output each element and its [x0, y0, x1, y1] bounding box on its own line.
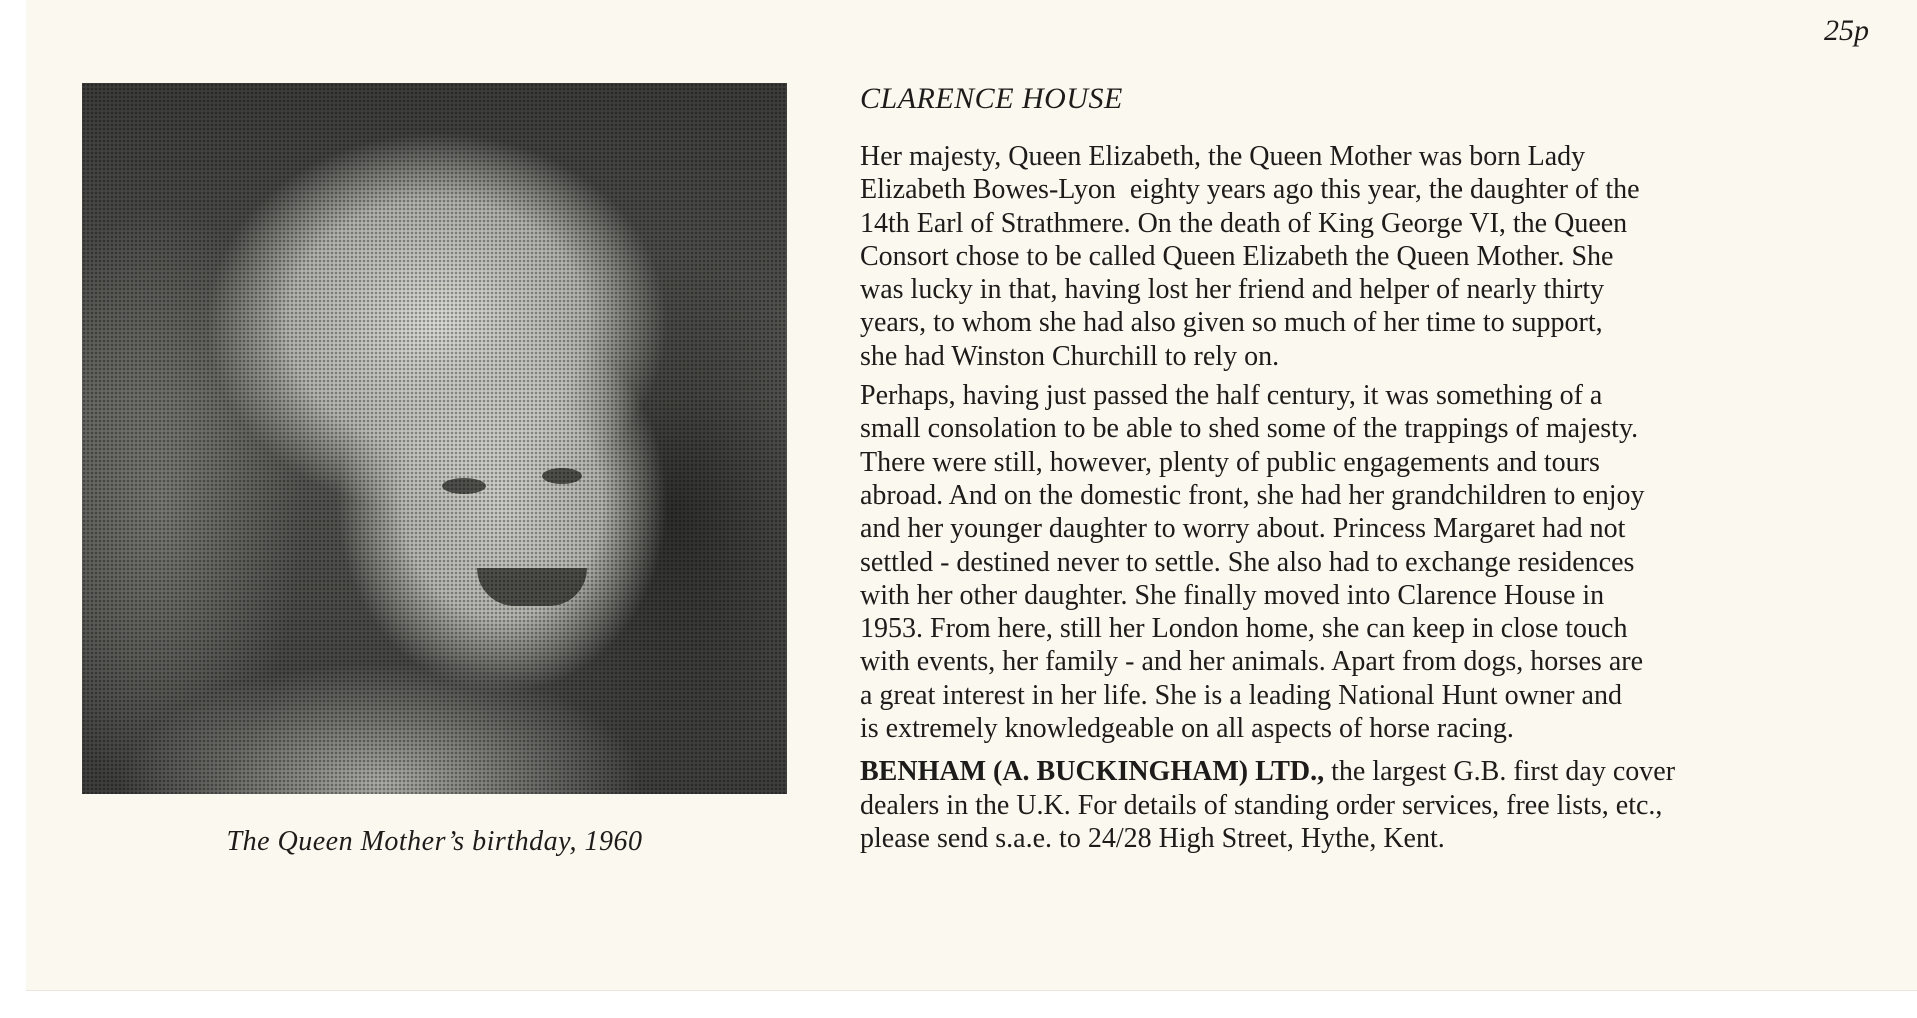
advert-line-rest: the largest G.B. first day cover	[1324, 756, 1676, 788]
article-title: CLARENCE HOUSE	[860, 82, 1123, 115]
paragraph-clarence-house	[860, 379, 1900, 745]
text-line: 14th Earl of Strathmere. On the death of King George VI, the Queen	[860, 207, 1628, 239]
price-label: 25p	[1824, 14, 1869, 47]
advert-line: please send s.a.e. to 24/28 High Street, Hythe, Kent.	[860, 822, 1445, 854]
text-line: a great interest in her life. She is a leading National Hunt owner and	[860, 679, 1622, 711]
text-line: and her younger daughter to worry about. Princess Margaret had not	[860, 513, 1626, 545]
text-line: years, to whom she had also given so much of her time to support,	[860, 307, 1603, 339]
text-line: Her majesty, Queen Elizabeth, the Queen Mother was born Lady	[860, 141, 1586, 172]
text-line: she had Winston Churchill to rely on.	[860, 340, 1280, 372]
queen-mother-photo	[82, 83, 787, 794]
text-line: Consort chose to be called Queen Elizabeth the Queen Mother. She	[860, 240, 1614, 272]
text-line: settled - destined never to settle. She also had to exchange residences	[860, 546, 1635, 578]
text-line: with events, her family - and her animals. Apart from dogs, horses are	[860, 646, 1644, 678]
text-line: small consolation to be able to shed some of the trappings of majesty.	[860, 413, 1639, 445]
text-line: There were still, however, plenty of public engagements and tours	[860, 446, 1600, 478]
text-line: was lucky in that, having lost her friend and helper of nearly thirty	[860, 274, 1605, 306]
advert-line: dealers in the U.K. For details of standing order services, free lists, etc.,	[860, 789, 1663, 821]
text-line: Perhaps, having just passed the half century, it was something of a	[860, 380, 1603, 412]
text-line: abroad. And on the domestic front, she had her grandchildren to enjoy	[860, 479, 1645, 511]
halftone-screen	[82, 83, 787, 794]
photo-caption: The Queen Mother’s birthday, 1960	[226, 826, 643, 857]
text-line: Elizabeth Bowes-Lyon eighty years ago this year, the daughter of the	[860, 174, 1640, 206]
paragraph-birth	[860, 140, 1900, 373]
advert-company-name: BENHAM (A. BUCKINGHAM) LTD.,	[860, 756, 1325, 788]
benham-advert	[860, 755, 1900, 855]
stamp-insert-card	[26, 0, 1917, 990]
text-line: is extremely knowledgeable on all aspects of horse racing.	[860, 713, 1514, 745]
advert-line	[860, 755, 1900, 788]
text-line: 1953. From here, still her London home, she can keep in close touch	[860, 613, 1628, 645]
text-line: with her other daughter. She finally moved into Clarence House in	[860, 579, 1605, 611]
article-body	[860, 140, 1900, 861]
